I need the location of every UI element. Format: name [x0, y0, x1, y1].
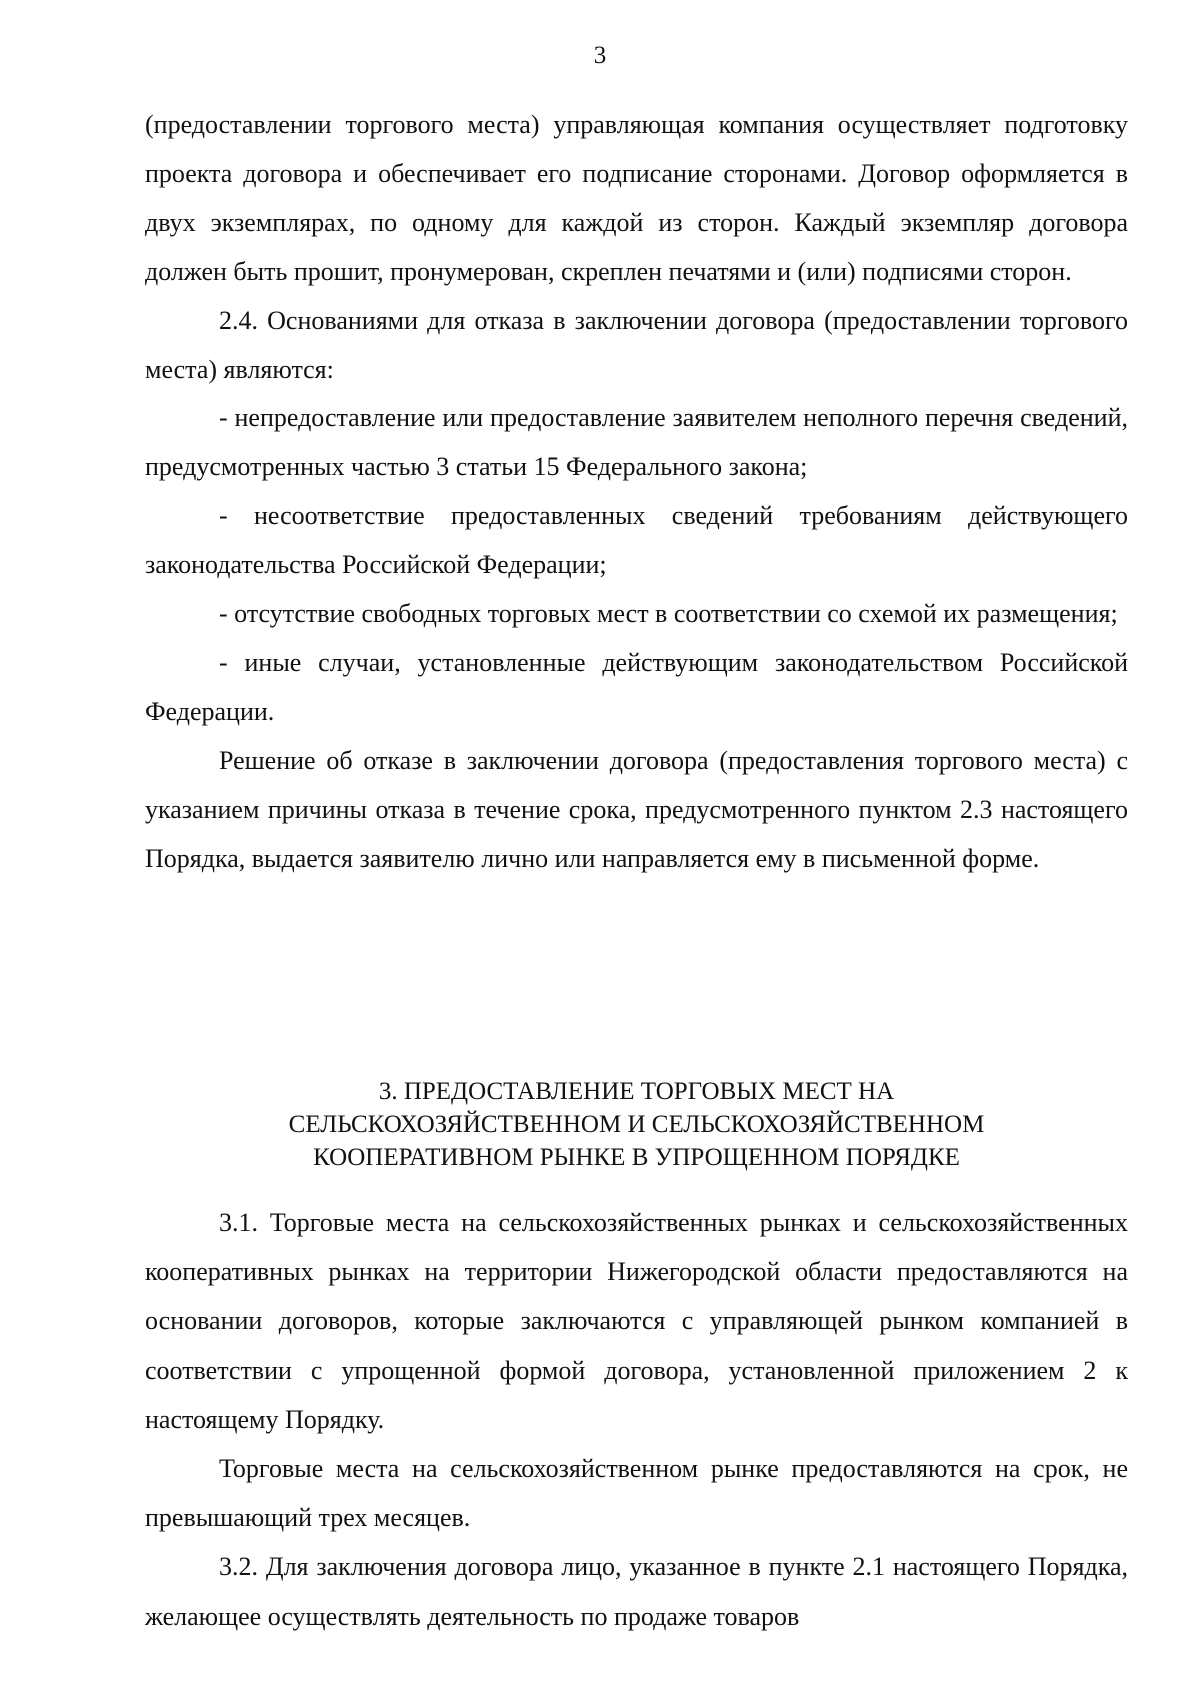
list-item-no-free-places: - отсутствие свободных торговых мест в соответствии со схемой их размещения; — [219, 599, 1118, 629]
paragraph-3-2: 3.2. Для заключения договора лицо, указанное в пункте 2.1 настоящего Порядка, желающее осуществлять деятельность по продаже товаров — [145, 1552, 1128, 1631]
section-3-body — [145, 1198, 1128, 1641]
heading-line: СЕЛЬСКОХОЗЯЙСТВЕННОМ И СЕЛЬСКОХОЗЯЙСТВЕННОМ — [288, 1111, 985, 1138]
list-item-nonconformity: - несоответствие предоставленных сведений требованиям действующего законодательства Российской Федерации; — [145, 501, 1128, 580]
paragraph-refusal-decision: Решение об отказе в заключении договора (предоставления торгового места) с указанием причины отказа в течение срока, предусмотренного пунктом 2.3 настоящего Порядка, выдается заявителю лично или направляется ему в письменной форме. — [145, 745, 1128, 873]
paragraph-contract-signing: (предоставлении торгового места) управляющая компания осуществляет подготовку проекта договора и обеспечивает его подписание сторонами. Договор оформляется в двух экземплярах, по одному для каждой из сторон. Каждый экземпляр договора должен быть прошит, пронумерован, скреплен печатями и (или) подписями сторон. — [145, 110, 1128, 286]
heading-line: КООПЕРАТИВНОМ РЫНКЕ В УПРОЩЕННОМ ПОРЯДКЕ — [313, 1144, 960, 1171]
section-2-continuation — [145, 101, 1128, 884]
paragraph-3-1: 3.1. Торговые места на сельскохозяйственных рынках и сельскохозяйственных кооперативных рынках на территории Нижегородской области предоставляются на основании договоров, которые заключаются с управляющей рынком компанией в соответствии с упрощенной формой договора, установленной приложением 2 к настоящему Порядку. — [145, 1208, 1128, 1434]
paragraph-term: Торговые места на сельскохозяйственном рынке предоставляются на срок, не превышающий трех месяцев. — [145, 1454, 1128, 1533]
list-item-incomplete-info: - непредоставление или предоставление заявителем неполного перечня сведений, предусмотренных частью 3 статьи 15 Федерального закона; — [145, 403, 1128, 482]
page-number: 3 — [593, 42, 607, 69]
list-item-other-cases: - иные случаи, установленные действующим законодательством Российской Федерации. — [145, 647, 1128, 726]
paragraph-refusal-grounds: 2.4. Основаниями для отказа в заключении договора (предоставлении торгового места) являются: — [145, 305, 1128, 384]
section-3-heading — [145, 1075, 1128, 1174]
heading-line: 3. ПРЕДОСТАВЛЕНИЕ ТОРГОВЫХ МЕСТ НА — [378, 1078, 895, 1105]
